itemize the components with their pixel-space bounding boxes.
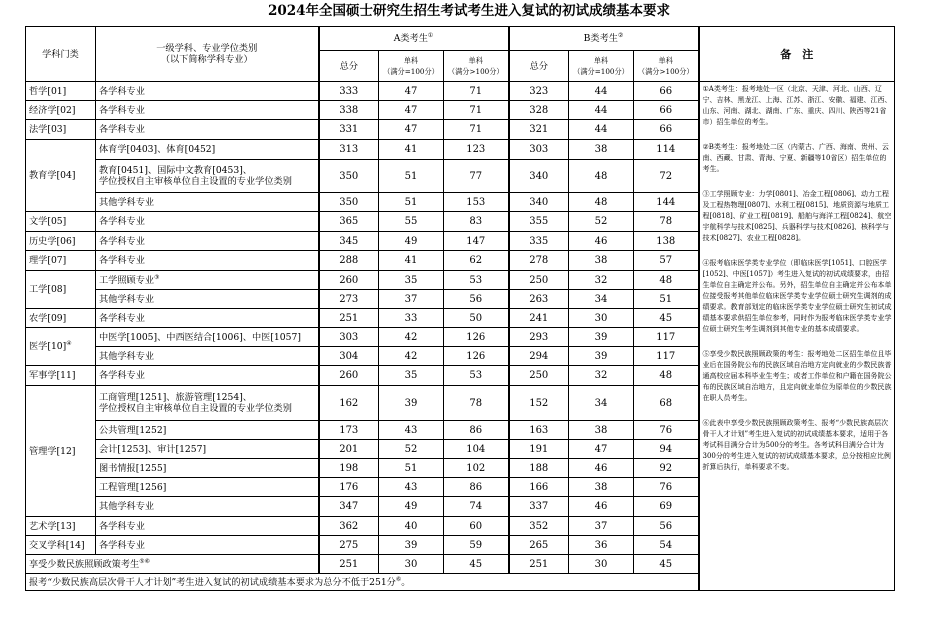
major-cell (96, 160, 319, 193)
zone-b-single-100-cell: 48 (569, 160, 634, 193)
minority-b-single-gt100-cell: 45 (634, 555, 699, 574)
zone-a-single-gt100-cell: 71 (444, 120, 509, 140)
zone-a-single-gt100-cell: 77 (444, 160, 509, 193)
minority-label-cell (26, 555, 319, 574)
zone-b-single-100-cell: 46 (569, 232, 634, 251)
zone-b-single-100-cell: 44 (569, 120, 634, 140)
zone-a-single-100-cell: 39 (379, 386, 444, 421)
major-cell (96, 309, 319, 328)
zone-a-single-100-cell: 42 (379, 347, 444, 366)
category-label: 管理学[12] (29, 445, 76, 457)
category-cell (26, 82, 96, 101)
major-cell (96, 386, 319, 421)
category-cell (26, 309, 96, 328)
zone-a-single-100-cell: 35 (379, 366, 444, 386)
category-cell (26, 140, 96, 212)
zone-b-single-100-cell: 34 (569, 290, 634, 309)
zone-a-total-cell: 333 (319, 82, 379, 101)
zone-b-total-cell: 241 (509, 309, 569, 328)
zone-a-single-100-cell: 43 (379, 478, 444, 497)
page-title: 2024年全国硕士研究生招生考试考生进入复试的初试成绩基本要求 (267, 3, 671, 19)
major-label-line2: 学位授权自主审核单位自主设置的专业学位类别 (99, 176, 292, 187)
major-cell (96, 120, 319, 140)
zone-b-single-gt100-cell: 78 (634, 212, 699, 232)
zone-b-single-100-cell: 44 (569, 82, 634, 101)
minority-a-single-100-cell: 30 (379, 555, 444, 574)
minority-mark: ⑤⑥ (139, 557, 151, 565)
footer-note-end: 。 (401, 576, 411, 588)
zone-a-single-100-cell: 41 (379, 251, 444, 271)
major-label: 各学科专业 (99, 104, 145, 116)
zone-b-single-100-cell: 34 (569, 386, 634, 421)
header-major-line1: 一级学科、专业学位类别 (156, 43, 258, 54)
zone-b-single-gt100-cell: 138 (634, 232, 699, 251)
zone-b-single-gt100-cell: 117 (634, 328, 699, 347)
category-cell (26, 251, 96, 271)
zone-a-total-cell: 288 (319, 251, 379, 271)
zone-b-total-cell: 340 (509, 193, 569, 212)
zone-b-total-cell: 303 (509, 140, 569, 160)
zone-a-single-gt100-cell: 102 (444, 459, 509, 478)
footer-note-text: 报考“少数民族高层次骨干人才计划”考生进入复试的初试成绩基本要求为总分不低于251分 (29, 576, 396, 588)
zone-b-single-100-cell: 38 (569, 421, 634, 440)
remark-note: ⑤享受少数民族照顾政策的考生：报考地处二区招生单位且毕业后在国务院公布的民族区域自治地方定向就业的少数民族普通高校应届本科毕业生考生；或者工作单位和户籍在国务院公布的民族区域自治地方，且定向就业单位为原单位的少数民族在职人员考生。 (702, 350, 892, 402)
zone-b-single-100-cell: 44 (569, 101, 634, 120)
zone-b-single-100-cell: 32 (569, 271, 634, 290)
major-cell (96, 478, 319, 497)
zone-b-single-gt100-cell: 45 (634, 309, 699, 328)
zone-a-total-cell: 345 (319, 232, 379, 251)
major-label: 各学科专业 (99, 216, 145, 227)
zone-a-single-gt100-cell: 56 (444, 290, 509, 309)
zone-a-single-gt100-cell: 60 (444, 517, 509, 536)
table-row (26, 82, 895, 101)
major-label: 中医学[1005]、中西医结合[1006]、中医[1057] (99, 331, 301, 343)
header-b-single-gt100-l2: （满分>100分） (637, 67, 694, 76)
remark-note: ③工学照顾专业：力学[0801]、冶金工程[0806]、动力工程及工程热物理[0807]、水利工程[0815]、地质资源与地质工程[0818]、矿业工程[0819]、船舶与海洋工程[0824]、航空宇航科学与技术[0825]、兵器科学与技术[0826]、核科学与技术[0827]、农业工程[0828]。 (702, 190, 892, 242)
zone-a-single-gt100-cell: 62 (444, 251, 509, 271)
category-cell (26, 386, 96, 517)
major-label: 其他学科专业 (99, 196, 155, 208)
major-label: 图书情报[1255] (99, 462, 167, 474)
zone-b-total-cell: 321 (509, 120, 569, 140)
zone-a-total-cell: 331 (319, 120, 379, 140)
zone-b-single-100-cell: 36 (569, 536, 634, 555)
zone-a-total-cell: 273 (319, 290, 379, 309)
zone-b-single-gt100-cell: 48 (634, 271, 699, 290)
zone-a-single-gt100-cell: 123 (444, 140, 509, 160)
header-a-single-100 (379, 51, 444, 82)
zone-a-single-100-cell: 41 (379, 140, 444, 160)
zone-a-total-cell: 176 (319, 478, 379, 497)
zone-b-single-100-cell: 48 (569, 193, 634, 212)
footer-note-mark: ⑥ (395, 575, 402, 583)
zone-b-total-cell: 250 (509, 366, 569, 386)
header-zone-a-label: A类考生 (393, 33, 428, 44)
major-cell (96, 440, 319, 459)
zone-b-total-cell: 152 (509, 386, 569, 421)
zone-a-total-cell: 201 (319, 440, 379, 459)
minority-a-single-gt100-cell: 45 (444, 555, 509, 574)
zone-b-single-gt100-cell: 54 (634, 536, 699, 555)
header-b-single-gt100 (634, 51, 699, 82)
zone-b-single-gt100-cell: 76 (634, 421, 699, 440)
header-a-single-100-l2: （满分=100分） (383, 67, 439, 76)
category-label: 军事学[11] (29, 370, 76, 381)
zone-b-single-gt100-cell: 69 (634, 497, 699, 517)
zone-a-total-cell: 260 (319, 271, 379, 290)
zone-a-single-100-cell: 51 (379, 459, 444, 478)
header-b-total: 总分 (509, 51, 569, 82)
zone-b-total-cell: 250 (509, 271, 569, 290)
category-label: 教育学[04] (29, 170, 76, 181)
major-label: 其他学科专业 (99, 350, 155, 362)
major-cell (96, 517, 319, 536)
zone-a-total-cell: 347 (319, 497, 379, 517)
header-b-single-100-l1: 单科 (593, 56, 609, 65)
header-a-single-gt100 (444, 51, 509, 82)
zone-b-single-gt100-cell: 66 (634, 120, 699, 140)
major-cell (96, 328, 319, 347)
category-label: 历史学[06] (29, 235, 76, 247)
zone-a-single-100-cell: 55 (379, 212, 444, 232)
remark-note: ⑥此表中享受少数民族照顾政策考生、报考“少数民族高层次骨干人才计划”考生进入复试的初试成绩基本要求，适用于各考试科目满分合计为500分的考生。各考试科目满分合计为300分的考生进入复试的初试成绩基本要求，总分按相应比例折算后执行，单科要求不变。 (702, 419, 891, 471)
zone-a-single-100-cell: 47 (379, 120, 444, 140)
zone-b-total-cell: 191 (509, 440, 569, 459)
category-cell (26, 212, 96, 232)
zone-a-total-cell: 162 (319, 386, 379, 421)
zone-a-single-gt100-cell: 153 (444, 193, 509, 212)
header-zone-a-mark: ① (427, 31, 434, 39)
zone-a-total-cell: 251 (319, 309, 379, 328)
major-label: 工商管理[1251]、旅游管理[1254]、 (99, 392, 252, 403)
zone-b-total-cell: 263 (509, 290, 569, 309)
zone-a-single-100-cell: 35 (379, 271, 444, 290)
zone-a-total-cell: 198 (319, 459, 379, 478)
major-cell (96, 536, 319, 555)
header-zone-b (509, 27, 699, 51)
major-label: 各学科专业 (99, 539, 145, 551)
major-label: 公共管理[1252] (99, 424, 167, 436)
zone-b-single-gt100-cell: 144 (634, 193, 699, 212)
zone-a-single-100-cell: 52 (379, 440, 444, 459)
category-cell (26, 536, 96, 555)
major-cell (96, 82, 319, 101)
header-b-single-100 (569, 51, 634, 82)
major-label: 各学科专业 (99, 255, 145, 266)
zone-a-single-100-cell: 47 (379, 101, 444, 120)
zone-b-total-cell: 335 (509, 232, 569, 251)
category-cell (26, 101, 96, 120)
zone-b-total-cell: 265 (509, 536, 569, 555)
header-zone-b-label: B类考生 (583, 33, 618, 44)
major-cell (96, 366, 319, 386)
zone-b-single-gt100-cell: 76 (634, 478, 699, 497)
major-cell (96, 271, 319, 290)
zone-a-single-100-cell: 51 (379, 193, 444, 212)
zone-a-single-gt100-cell: 59 (444, 536, 509, 555)
category-label: 医学[10] (29, 341, 67, 352)
category-label: 经济学[02] (29, 104, 76, 116)
header-major-line2: （以下简称学科专业） (160, 54, 253, 65)
category-cell (26, 517, 96, 536)
remark-note: ①A类考生：报考地处一区（北京、天津、河北、山西、辽宁、吉林、黑龙江、上海、江苏、浙江、安徽、福建、江西、山东、河南、湖北、湖南、广东、重庆、四川、陕西等21省市）招生单位的考生。 (702, 85, 892, 126)
zone-b-single-100-cell: 46 (569, 497, 634, 517)
category-label: 文学[05] (29, 216, 67, 227)
zone-b-single-100-cell: 52 (569, 212, 634, 232)
header-category: 学科门类 (26, 27, 96, 82)
minority-b-single-100-cell: 30 (569, 555, 634, 574)
minority-label: 享受少数民族照顾政策考生 (29, 558, 140, 570)
zone-b-total-cell: 340 (509, 160, 569, 193)
zone-b-total-cell: 355 (509, 212, 569, 232)
header-major (96, 27, 319, 82)
major-label: 各学科专业 (99, 312, 145, 324)
header-remarks: 备 注 (699, 27, 895, 82)
category-label: 艺术学[13] (29, 520, 76, 532)
major-cell (96, 140, 319, 160)
category-mark: ④ (66, 339, 72, 347)
zone-b-single-100-cell: 38 (569, 478, 634, 497)
zone-a-single-100-cell: 49 (379, 497, 444, 517)
zone-b-single-100-cell: 39 (569, 328, 634, 347)
zone-b-single-100-cell: 38 (569, 251, 634, 271)
zone-a-total-cell: 304 (319, 347, 379, 366)
zone-b-single-gt100-cell: 57 (634, 251, 699, 271)
header-a-single-100-l1: 单科 (403, 56, 419, 65)
major-label: 其他学科专业 (99, 501, 155, 512)
zone-a-single-100-cell: 47 (379, 82, 444, 101)
zone-a-single-gt100-cell: 50 (444, 309, 509, 328)
zone-b-single-gt100-cell: 51 (634, 290, 699, 309)
major-label: 各学科专业 (99, 124, 145, 135)
major-cell (96, 212, 319, 232)
zone-a-total-cell: 260 (319, 366, 379, 386)
zone-b-total-cell: 188 (509, 459, 569, 478)
zone-a-single-gt100-cell: 71 (444, 101, 509, 120)
zone-a-single-100-cell: 51 (379, 160, 444, 193)
zone-b-total-cell: 294 (509, 347, 569, 366)
zone-b-single-100-cell: 37 (569, 517, 634, 536)
zone-a-total-cell: 362 (319, 517, 379, 536)
zone-a-single-100-cell: 37 (379, 290, 444, 309)
zone-a-single-100-cell: 42 (379, 328, 444, 347)
zone-b-single-gt100-cell: 66 (634, 101, 699, 120)
zone-b-single-gt100-cell: 66 (634, 82, 699, 101)
zone-b-single-gt100-cell: 48 (634, 366, 699, 386)
zone-b-single-gt100-cell: 114 (634, 140, 699, 160)
minority-b-total-cell: 251 (509, 555, 569, 574)
zone-a-total-cell: 338 (319, 101, 379, 120)
zone-b-total-cell: 278 (509, 251, 569, 271)
zone-b-single-100-cell: 30 (569, 309, 634, 328)
header-b-single-100-l2: （满分=100分） (573, 67, 629, 76)
category-cell (26, 328, 96, 366)
header-a-single-gt100-l1: 单科 (468, 56, 483, 65)
zone-a-single-gt100-cell: 83 (444, 212, 509, 232)
zone-a-single-gt100-cell: 86 (444, 478, 509, 497)
category-label: 交叉学科[14] (29, 539, 85, 551)
zone-b-total-cell: 293 (509, 328, 569, 347)
remark-note: ④报考临床医学类专业学位（即临床医学[1051]、口腔医学[1052]、中医[1057]）考生进入复试的初试成绩要求，由招生单位自主确定并公布。另外，招生单位自主确定并公布本单位接受报考其他单位临床医学类专业学位硕士研究生调剂的成绩要求。教育部划定的临床医学类专业学位硕士研究生初试成绩基本要求供招生单位参考，同时作为报考临床医学类专业学位硕士研究生考生调剂到其他专业的基本成绩要求。 (702, 259, 892, 333)
major-cell (96, 347, 319, 366)
major-label: 体育学[0403]、体育[0452] (99, 144, 216, 155)
category-label: 工学[08] (29, 284, 67, 295)
major-cell (96, 101, 319, 120)
zone-b-total-cell: 337 (509, 497, 569, 517)
header-b-single-gt100-l1: 单科 (658, 56, 673, 65)
major-label-line2: 学位授权自主审核单位自主设置的专业学位类别 (99, 403, 292, 414)
zone-a-total-cell: 173 (319, 421, 379, 440)
zone-a-single-100-cell: 49 (379, 232, 444, 251)
minority-a-total-cell: 251 (319, 555, 379, 574)
zone-a-total-cell: 350 (319, 193, 379, 212)
zone-b-total-cell: 163 (509, 421, 569, 440)
category-cell (26, 366, 96, 386)
zone-a-single-gt100-cell: 104 (444, 440, 509, 459)
zone-b-single-gt100-cell: 56 (634, 517, 699, 536)
zone-b-single-gt100-cell: 117 (634, 347, 699, 366)
header-zone-b-mark: ② (617, 31, 624, 39)
major-label: 工程管理[1256] (99, 481, 167, 493)
zone-a-total-cell: 303 (319, 328, 379, 347)
zone-a-single-gt100-cell: 147 (444, 232, 509, 251)
zone-b-single-100-cell: 47 (569, 440, 634, 459)
zone-b-total-cell: 323 (509, 82, 569, 101)
zone-b-single-gt100-cell: 72 (634, 160, 699, 193)
category-cell (26, 271, 96, 309)
major-cell (96, 290, 319, 309)
zone-b-single-100-cell: 32 (569, 366, 634, 386)
major-cell (96, 251, 319, 271)
major-cell (96, 232, 319, 251)
zone-a-single-gt100-cell: 86 (444, 421, 509, 440)
zone-b-single-gt100-cell: 94 (634, 440, 699, 459)
major-cell (96, 193, 319, 212)
category-label: 农学[09] (29, 312, 67, 324)
major-label: 各学科专业 (99, 520, 145, 532)
major-label: 各学科专业 (99, 85, 145, 97)
zone-a-single-100-cell: 39 (379, 536, 444, 555)
zone-a-single-gt100-cell: 71 (444, 82, 509, 101)
major-label: 教育[0451]、国际中文教育[0453]、 (99, 165, 252, 176)
zone-a-single-100-cell: 40 (379, 517, 444, 536)
zone-b-total-cell: 166 (509, 478, 569, 497)
zone-a-total-cell: 365 (319, 212, 379, 232)
header-a-single-gt100-l2: （满分>100分） (447, 67, 504, 76)
major-label: 各学科专业 (99, 235, 145, 247)
remark-note: ②B类考生：报考地处二区（内蒙古、广西、海南、贵州、云南、西藏、甘肃、青海、宁夏、新疆等10省区）招生单位的考生。 (702, 143, 889, 173)
zone-a-single-gt100-cell: 126 (444, 328, 509, 347)
zone-b-single-100-cell: 38 (569, 140, 634, 160)
category-cell (26, 232, 96, 251)
zone-b-total-cell: 352 (509, 517, 569, 536)
zone-a-single-gt100-cell: 78 (444, 386, 509, 421)
zone-b-total-cell: 328 (509, 101, 569, 120)
category-cell (26, 120, 96, 140)
zone-b-single-100-cell: 46 (569, 459, 634, 478)
major-label: 其他学科专业 (99, 293, 155, 305)
major-label: 会计[1253]、审计[1257] (99, 443, 207, 455)
zone-a-total-cell: 350 (319, 160, 379, 193)
zone-b-single-gt100-cell: 92 (634, 459, 699, 478)
zone-b-single-100-cell: 39 (569, 347, 634, 366)
remarks-cell (699, 82, 895, 591)
category-label: 哲学[01] (29, 85, 67, 97)
footer-note-cell (26, 574, 699, 591)
header-a-total: 总分 (319, 51, 379, 82)
major-cell (96, 459, 319, 478)
category-label: 法学[03] (29, 124, 67, 135)
header-zone-a (319, 27, 509, 51)
zone-a-single-100-cell: 43 (379, 421, 444, 440)
score-requirements-table (25, 26, 895, 591)
major-label: 各学科专业 (99, 370, 145, 381)
major-cell (96, 497, 319, 517)
zone-a-single-100-cell: 33 (379, 309, 444, 328)
zone-a-total-cell: 275 (319, 536, 379, 555)
major-label: 工学照顾专业 (99, 274, 155, 286)
major-mark: ③ (154, 273, 160, 281)
zone-b-single-gt100-cell: 68 (634, 386, 699, 421)
category-label: 理学[07] (29, 255, 67, 266)
zone-a-single-gt100-cell: 74 (444, 497, 509, 517)
major-cell (96, 421, 319, 440)
zone-a-single-gt100-cell: 53 (444, 366, 509, 386)
zone-a-single-gt100-cell: 53 (444, 271, 509, 290)
zone-a-total-cell: 313 (319, 140, 379, 160)
zone-a-single-gt100-cell: 126 (444, 347, 509, 366)
